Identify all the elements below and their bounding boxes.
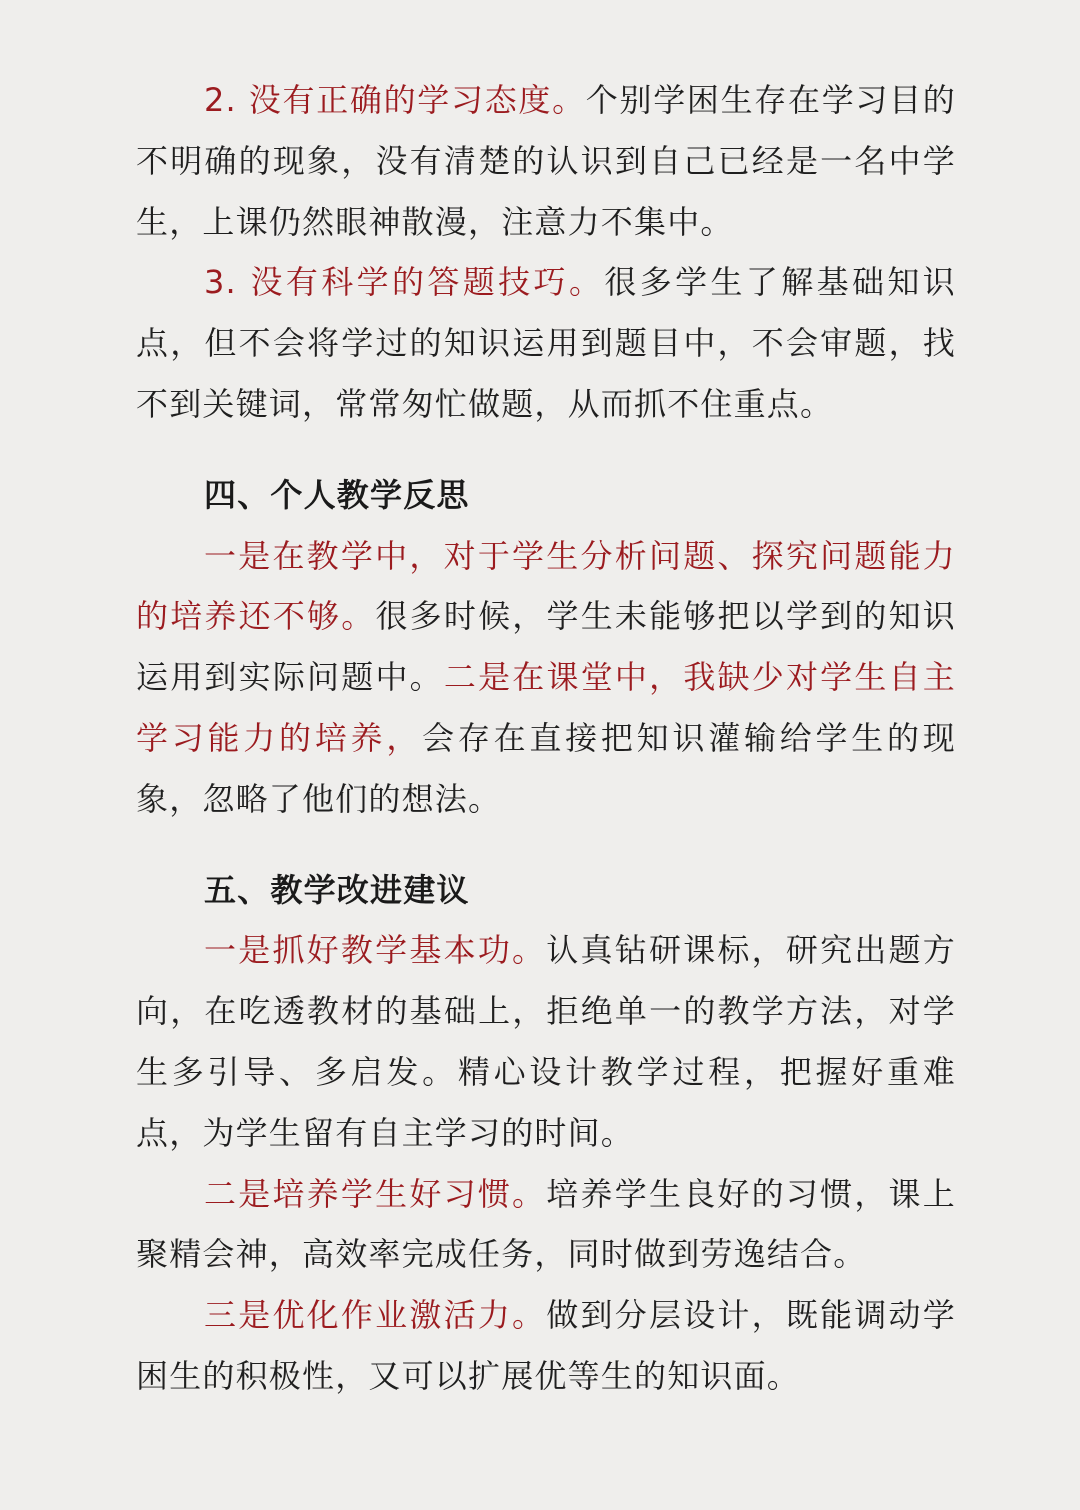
body-reflection-2: 会存在直接把知识灌输给学生的现象，忽略了他们的想法。 xyxy=(136,718,956,818)
section-heading-reflection: 四、个人教学反思 xyxy=(204,475,470,514)
paragraph-reflection xyxy=(136,526,956,830)
highlight-homework: 三是优化作业激活力。 xyxy=(204,1296,547,1335)
body-attitude: 个别学困生存在学习目的不明确的现象，没有清楚的认识到自己已经是一名中学生，上课仍然眼神散漫，注意力不集中。 xyxy=(136,81,956,241)
body-reflection-1: 很多时候，学生未能够把以学到的知识运用到实际问题中。 xyxy=(136,597,957,697)
body-skills: 很多学生了解基础知识点，但不会将学过的知识运用到题目中，不会审题，找不到关键词，常常匆忙做题，从而抓不住重点。 xyxy=(136,263,956,423)
highlight-reflection-2: 二是在课堂中，我缺少对学生自主学习能力的培养， xyxy=(136,658,956,757)
highlight-attitude: 2. 没有正确的学习态度。 xyxy=(204,81,586,119)
body-homework: 做到分层设计，既能调动学困生的积极性，又可以扩展优等生的知识面。 xyxy=(136,1296,956,1395)
body-basics: 认真钻研课标，研究出题方向，在吃透教材的基础上，拒绝单一的教学方法，对学生多引导、多启发。精心设计教学过程，把握好重难点，为学生留有自主学习的时间。 xyxy=(136,931,956,1152)
paragraph-homework xyxy=(136,1285,956,1407)
body-habits: 培养学生良好的习惯，课上聚精会神，高效率完成任务，同时做到劳逸结合。 xyxy=(136,1174,956,1274)
section-heading-suggestions: 五、教学改进建议 xyxy=(204,870,470,909)
highlight-skills: 3. 没有科学的答题技巧。 xyxy=(204,263,605,302)
paragraph-attitude xyxy=(136,70,956,252)
highlight-reflection-1: 一是在教学中，对于学生分析问题、探究问题能力的培养还不够。 xyxy=(136,536,956,636)
paragraph-basics xyxy=(136,920,956,1163)
highlight-habits: 二是培养学生好习惯。 xyxy=(204,1174,547,1213)
highlight-basics: 一是抓好教学基本功。 xyxy=(204,931,547,970)
paragraph-habits xyxy=(136,1164,956,1286)
paragraph-skills xyxy=(136,252,956,434)
